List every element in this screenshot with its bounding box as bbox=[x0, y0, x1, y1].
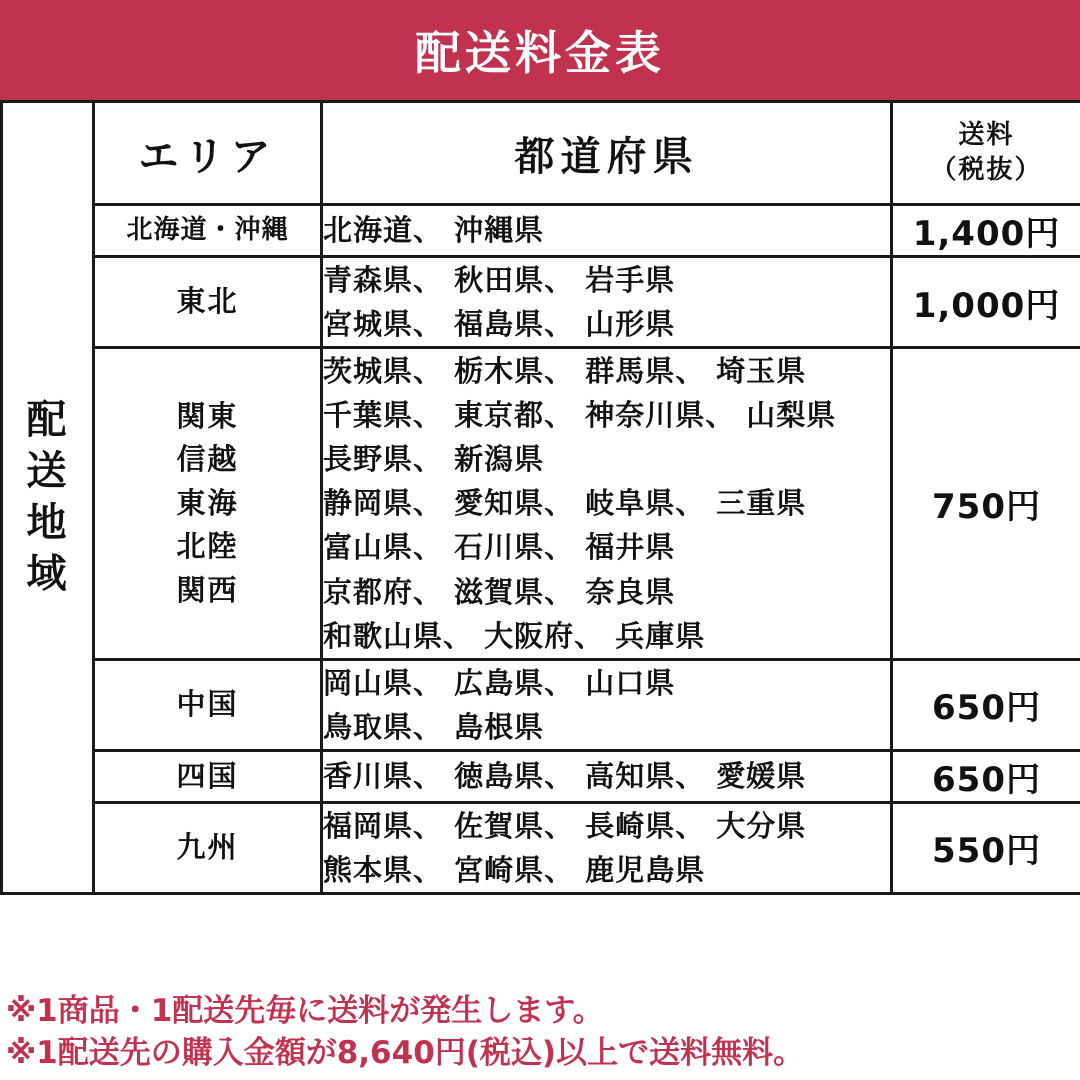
fee-cell: 650円 bbox=[892, 750, 1080, 802]
prefecture-line: 福岡県、 佐賀県、 長崎県、 大分県 bbox=[323, 808, 807, 843]
region-label-char-4: 域 bbox=[26, 550, 69, 597]
area-line: 信越 bbox=[176, 442, 239, 477]
area-line: 中国 bbox=[176, 687, 239, 722]
prefecture-cell bbox=[322, 348, 892, 660]
note-line-1: ※1商品・1配送先毎に送料が発生します。 bbox=[6, 992, 604, 1029]
prefecture-line: 長野県、 新潟県 bbox=[323, 442, 545, 477]
fee-cell: 750円 bbox=[892, 348, 1080, 660]
fee-cell: 550円 bbox=[892, 802, 1080, 893]
region-label-cell bbox=[2, 102, 94, 894]
column-header-area: エリア bbox=[94, 102, 322, 205]
page-title: 配送料金表 bbox=[0, 0, 1080, 100]
fee-cell: 650円 bbox=[892, 659, 1080, 750]
prefecture-line: 茨城県、 栃木県、 群馬県、 埼玉県 bbox=[323, 354, 807, 389]
column-header-prefecture: 都道府県 bbox=[322, 102, 892, 205]
fee-cell: 1,000円 bbox=[892, 257, 1080, 348]
table-row bbox=[2, 257, 1080, 348]
area-line: 東海 bbox=[176, 485, 239, 520]
prefecture-cell bbox=[322, 205, 892, 257]
column-header-fee-line2: （税抜） bbox=[930, 155, 1043, 185]
fee-cell: 1,400円 bbox=[892, 205, 1080, 257]
prefecture-line: 富山県、 石川県、 福井県 bbox=[323, 530, 676, 565]
prefecture-line: 京都府、 滋賀県、 奈良県 bbox=[323, 574, 676, 609]
area-line: 北海道・沖縄 bbox=[126, 215, 289, 245]
table-row bbox=[2, 750, 1080, 802]
area-line: 四国 bbox=[176, 758, 239, 793]
area-line: 関西 bbox=[176, 572, 239, 607]
prefecture-cell bbox=[322, 659, 892, 750]
table-row bbox=[2, 659, 1080, 750]
prefecture-line: 鳥取県、 島根県 bbox=[323, 709, 545, 744]
area-cell bbox=[94, 348, 322, 660]
notes-section bbox=[0, 986, 1080, 1080]
area-line: 九州 bbox=[176, 830, 239, 865]
area-cell bbox=[94, 257, 322, 348]
prefecture-line: 岡山県、 広島県、 山口県 bbox=[323, 665, 676, 700]
column-header-fee bbox=[892, 102, 1080, 205]
table-header-row bbox=[2, 102, 1080, 205]
table-row bbox=[2, 205, 1080, 257]
region-label-char-1: 配 bbox=[26, 397, 69, 444]
prefecture-line: 北海道、 沖縄県 bbox=[323, 213, 545, 248]
shipping-fee-table bbox=[0, 100, 1080, 895]
prefecture-line: 宮城県、 福島県、 山形県 bbox=[323, 307, 676, 342]
prefecture-line: 静岡県、 愛知県、 岐阜県、 三重県 bbox=[323, 486, 807, 521]
prefecture-cell bbox=[322, 750, 892, 802]
region-label-char-3: 地 bbox=[26, 499, 69, 546]
column-header-fee-line1: 送料 bbox=[958, 119, 1015, 150]
prefecture-line: 和歌山県、 大阪府、 兵庫県 bbox=[323, 618, 706, 653]
prefecture-cell bbox=[322, 257, 892, 348]
fee-table-container bbox=[0, 100, 1080, 986]
note-line-2: ※1配送先の購入金額が8,640円(税込)以上で送料無料。 bbox=[6, 1034, 805, 1071]
area-line: 北陸 bbox=[176, 529, 239, 564]
table-row bbox=[2, 802, 1080, 893]
area-cell bbox=[94, 659, 322, 750]
prefecture-line: 熊本県、 宮崎県、 鹿児島県 bbox=[323, 852, 706, 887]
area-cell bbox=[94, 802, 322, 893]
region-label-char-2: 送 bbox=[26, 448, 69, 495]
prefecture-line: 青森県、 秋田県、 岩手県 bbox=[323, 263, 676, 297]
table-row bbox=[2, 348, 1080, 660]
area-cell bbox=[94, 205, 322, 257]
area-line: 東北 bbox=[176, 284, 239, 319]
area-line: 関東 bbox=[176, 398, 239, 433]
prefecture-line: 千葉県、 東京都、 神奈川県、 山梨県 bbox=[323, 398, 837, 433]
area-cell bbox=[94, 750, 322, 802]
prefecture-cell bbox=[322, 802, 892, 893]
prefecture-line: 香川県、 徳島県、 高知県、 愛媛県 bbox=[323, 759, 807, 794]
